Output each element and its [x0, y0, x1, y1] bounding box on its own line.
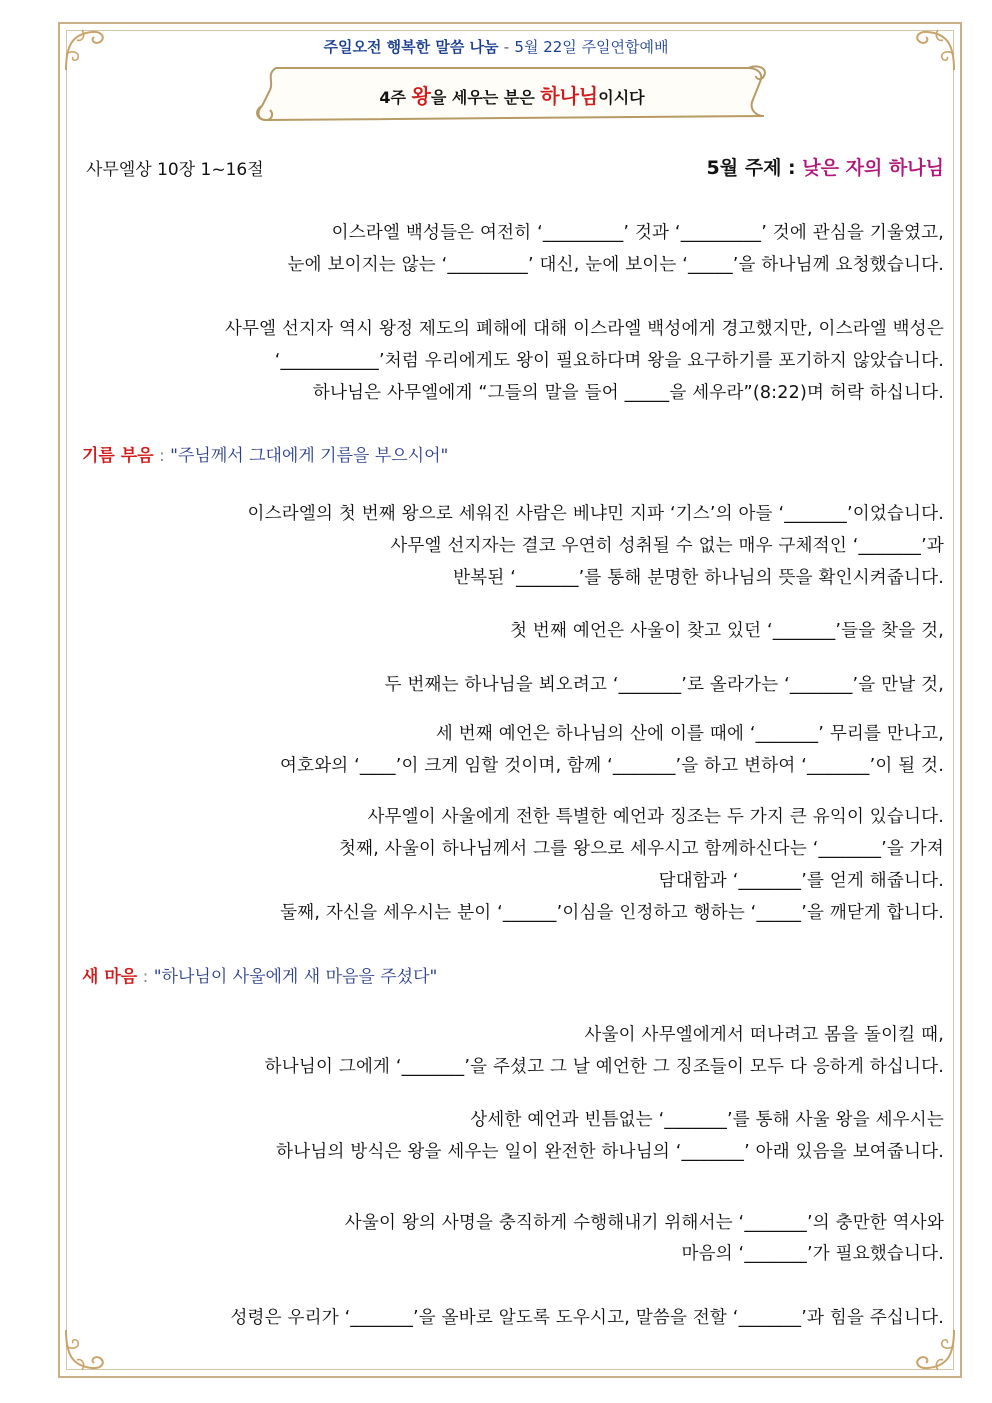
paragraph-line: 사울이 왕의 사명을 충직하게 수행해내기 위해서는 ‘_______’의 충만한 역사와 [344, 1213, 944, 1233]
banner-text-part: 4주 [379, 88, 412, 107]
theme-value: 낮은 자의 하나님 [802, 157, 944, 179]
section-keyword: 기름 부음 [82, 446, 154, 466]
title-banner [252, 62, 772, 124]
theme-label: 5월 주제 : [706, 157, 803, 179]
paragraph-line: 사무엘이 사울에게 전한 특별한 예언과 징조는 두 가지 큰 유익이 있습니다. [367, 807, 944, 827]
corner-ornament-icon [62, 1326, 110, 1374]
paragraph-line: 여호와의 ‘____’이 크게 임할 것이며, 함께 ‘_______’을 하고 변하여 ‘_______’이 될 것. [279, 756, 944, 776]
paragraph-line: 세 번째 예언은 하나님의 산에 이를 때에 ‘_______’ 무리를 만나고, [435, 724, 944, 744]
section-quote: "하나님이 사울에게 새 마음을 주셨다" [153, 967, 438, 987]
banner-text-part: 을 세우는 분은 [430, 88, 541, 107]
paragraph-line: 눈에 보이지는 않는 ‘_________’ 대신, 눈에 보이는 ‘_____’을 하나님께 요청했습니다. [287, 255, 944, 275]
header-title: 주일오전 행복한 말씀 나눔 [323, 38, 499, 56]
banner-title [252, 80, 772, 109]
section-separator: : [153, 446, 171, 466]
paragraph-line: 사울이 사무엘에게서 떠나려고 몸을 돌이킬 때, [584, 1025, 944, 1045]
header-date: 5월 22일 주일연합예배 [514, 38, 669, 56]
paragraph-line: 이스라엘 백성들은 여전히 ‘_________’ 것과 ‘_________’ 것에 관심을 기울였고, [331, 223, 944, 243]
paragraph-line: 하나님은 사무엘에게 “그들의 말을 들어 _____을 세우라”(8:22)며 허락 하십니다. [312, 383, 944, 403]
paragraph-line: 사무엘 선지자는 결코 우연히 성취될 수 없는 매우 구체적인 ‘_______’과 [390, 536, 944, 556]
banner-text-highlight: 왕 [411, 84, 431, 108]
corner-ornament-icon [910, 1326, 958, 1374]
section-heading-new-heart [82, 962, 437, 987]
paragraph-line: ‘___________’처럼 우리에게도 왕이 필요하다며 왕을 요구하기를 포기하지 않았습니다. [274, 351, 944, 371]
header-line [0, 36, 992, 57]
paragraph-line: 하나님의 방식은 왕을 세우는 일이 완전한 하나님의 ‘_______’ 아래 있음을 보여줍니다. [276, 1142, 944, 1162]
paragraph-line: 하나님이 그에게 ‘_______’을 주셨고 그 날 예언한 그 징조들이 모두 다 응하게 하십니다. [264, 1057, 944, 1077]
section-heading-anointing [82, 441, 448, 466]
paragraph-line: 반복된 ‘_______’를 통해 분명한 하나님의 뜻을 확인시켜줍니다. [453, 568, 944, 588]
section-separator: : [137, 967, 154, 987]
paragraph-line: 사무엘 선지자 역시 왕정 제도의 폐해에 대해 이스라엘 백성에게 경고했지만, 이스라엘 백성은 [224, 319, 944, 339]
monthly-theme [707, 153, 944, 180]
paragraph-line: 두 번째는 하나님을 뵈오려고 ‘_______’로 올라가는 ‘_______’을 만날 것, [384, 675, 944, 695]
banner-text-part: 이시다 [598, 88, 645, 107]
header-separator: - [503, 38, 510, 56]
paragraph-line: 성령은 우리가 ‘_______’을 올바로 알도록 도우시고, 말씀을 전할 ‘_______’과 힘을 주십니다. [230, 1308, 944, 1328]
paragraph-line: 이스라엘의 첫 번째 왕으로 세워진 사람은 베냐민 지파 ‘기스’의 아들 ‘_______’이었습니다. [247, 504, 944, 524]
banner-text-highlight: 하나님 [540, 84, 599, 108]
paragraph-line: 둘째, 자신을 세우시는 분이 ‘______’이심을 인정하고 행하는 ‘_____’을 깨닫게 합니다. [280, 903, 944, 923]
paragraph-line: 상세한 예언과 빈틈없는 ‘_______’를 통해 사울 왕을 세우시는 [470, 1110, 944, 1130]
section-keyword: 새 마음 [82, 967, 138, 987]
paragraph-line: 첫째, 사울이 하나님께서 그를 왕으로 세우시고 함께하신다는 ‘_______’을 가져 [339, 839, 944, 859]
paragraph-line: 담대함과 ‘_______’를 얻게 해줍니다. [658, 871, 944, 891]
paragraph-line: 첫 번째 예언은 사울이 찾고 있던 ‘_______’들을 찾을 것, [510, 621, 944, 641]
paragraph-line: 마음의 ‘_______’가 필요했습니다. [681, 1244, 944, 1264]
scripture-reference: 사무엘상 10장 1~16절 [86, 160, 264, 180]
section-quote: "주님께서 그대에게 기름을 부으시어" [170, 446, 449, 466]
